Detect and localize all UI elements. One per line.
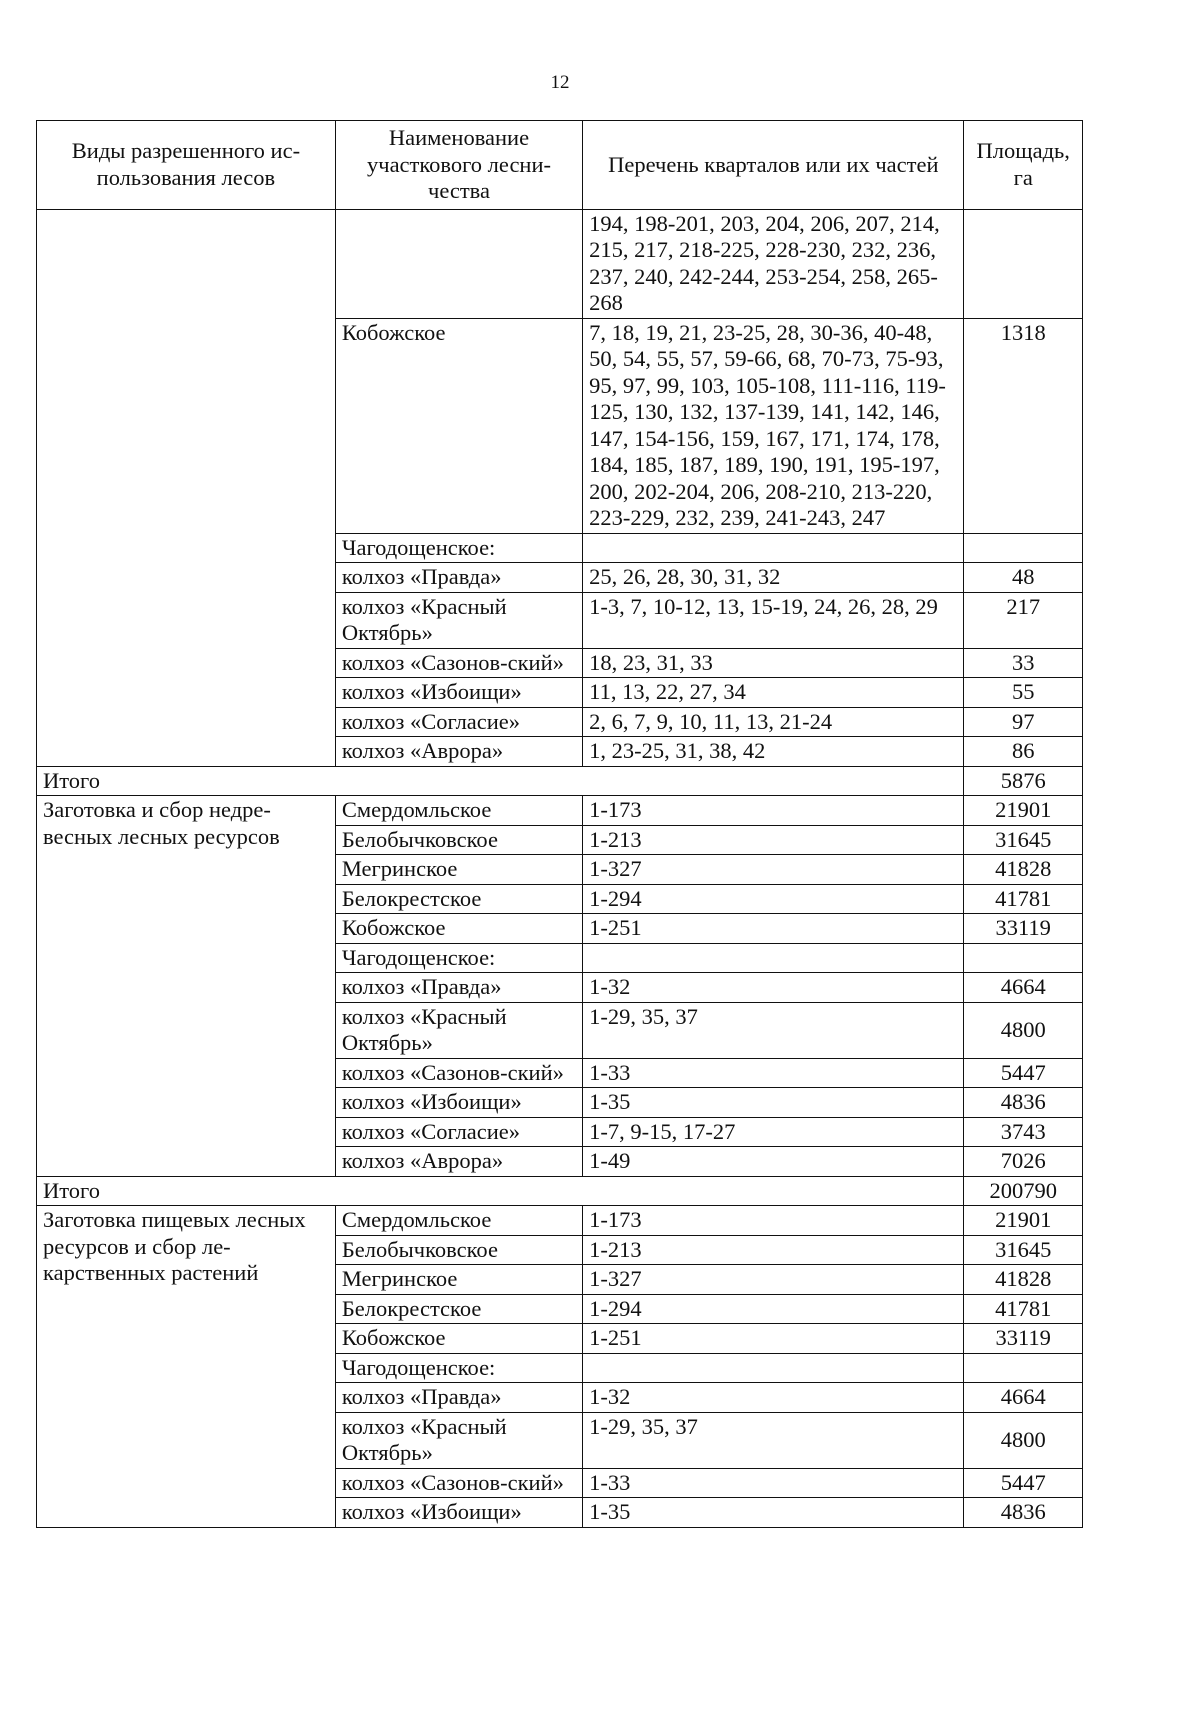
area-cell: 31645 (964, 825, 1083, 855)
quarters-cell: 1-33 (583, 1468, 964, 1498)
area-cell: 7026 (964, 1147, 1083, 1177)
quarters-cell: 1-49 (583, 1147, 964, 1177)
area-cell: 3743 (964, 1117, 1083, 1147)
page-number: 12 (550, 72, 570, 93)
forestry-cell: Кобожское (335, 1324, 582, 1354)
area-cell: 31645 (964, 1235, 1083, 1265)
quarters-cell: 1-3, 7, 10-12, 13, 15-19, 24, 26, 28, 29 (583, 592, 964, 648)
quarters-cell (583, 1353, 964, 1383)
table-row (37, 1206, 1083, 1236)
forestry-cell: колхоз «Согласие» (335, 1117, 582, 1147)
quarters-cell: 1-251 (583, 914, 964, 944)
area-cell: 4664 (964, 973, 1083, 1003)
total-value: 5876 (964, 766, 1083, 796)
forest-use-table (36, 120, 1083, 1528)
header-forestry: Наименование участкового лесни-чества (335, 121, 582, 210)
total-value: 200790 (964, 1176, 1083, 1206)
quarters-cell: 1, 23-25, 31, 38, 42 (583, 737, 964, 767)
forestry-cell: Смердомльское (335, 1206, 582, 1236)
area-cell: 33 (964, 648, 1083, 678)
forestry-cell: Чагодощенское: (335, 943, 582, 973)
quarters-cell: 1-327 (583, 855, 964, 885)
area-cell: 4836 (964, 1088, 1083, 1118)
header-quarters: Перечень кварталов или их частей (583, 121, 964, 210)
area-cell: 33119 (964, 914, 1083, 944)
table-row (37, 209, 1083, 318)
forestry-cell: Кобожское (335, 914, 582, 944)
forestry-cell: колхоз «Правда» (335, 973, 582, 1003)
quarters-cell: 1-213 (583, 825, 964, 855)
forestry-cell: Чагодощенское: (335, 533, 582, 563)
forestry-cell: колхоз «Сазонов-ский» (335, 648, 582, 678)
forestry-cell: колхоз «Красный Октябрь» (335, 1002, 582, 1058)
area-cell (964, 943, 1083, 973)
forestry-cell: Мегринское (335, 1265, 582, 1295)
area-cell: 4664 (964, 1383, 1083, 1413)
total-row (37, 766, 1083, 796)
quarters-cell: 1-173 (583, 1206, 964, 1236)
quarters-cell: 11, 13, 22, 27, 34 (583, 678, 964, 708)
quarters-cell: 1-294 (583, 884, 964, 914)
area-cell: 97 (964, 707, 1083, 737)
area-cell: 55 (964, 678, 1083, 708)
header-area: Площадь, га (964, 121, 1083, 210)
quarters-cell: 1-35 (583, 1498, 964, 1528)
use-type-cell-continued (37, 209, 336, 766)
forestry-cell: колхоз «Сазонов-ский» (335, 1058, 582, 1088)
forestry-cell: колхоз «Избоищи» (335, 1088, 582, 1118)
quarters-cell: 1-33 (583, 1058, 964, 1088)
quarters-cell: 194, 198-201, 203, 204, 206, 207, 214, 215, 217, 218-225, 228-230, 232, 236, 237, 240, 242-244, 253-254, 258, 265-268 (583, 209, 964, 318)
forestry-cell: колхоз «Аврора» (335, 1147, 582, 1177)
quarters-cell: 1-32 (583, 1383, 964, 1413)
forestry-cell: Чагодощенское: (335, 1353, 582, 1383)
total-label: Итого (37, 766, 964, 796)
forestry-cell (335, 209, 582, 318)
forestry-cell: колхоз «Правда» (335, 1383, 582, 1413)
forestry-cell: колхоз «Сазонов-ский» (335, 1468, 582, 1498)
forestry-cell: колхоз «Красный Октябрь» (335, 592, 582, 648)
quarters-cell (583, 533, 964, 563)
area-cell: 86 (964, 737, 1083, 767)
quarters-cell: 1-35 (583, 1088, 964, 1118)
quarters-cell: 2, 6, 7, 9, 10, 11, 13, 21-24 (583, 707, 964, 737)
quarters-cell: 18, 23, 31, 33 (583, 648, 964, 678)
area-cell: 4800 (964, 1002, 1083, 1058)
area-cell: 5447 (964, 1058, 1083, 1088)
forestry-cell: Кобожское (335, 318, 582, 533)
area-cell (964, 209, 1083, 318)
forestry-cell: колхоз «Красный Октябрь» (335, 1412, 582, 1468)
header-use-type: Виды разрешенного ис-пользования лесов (37, 121, 336, 210)
area-cell: 41828 (964, 1265, 1083, 1295)
quarters-cell: 1-213 (583, 1235, 964, 1265)
quarters-cell: 1-327 (583, 1265, 964, 1295)
quarters-cell: 1-294 (583, 1294, 964, 1324)
quarters-cell: 1-251 (583, 1324, 964, 1354)
area-cell: 4800 (964, 1412, 1083, 1468)
area-cell: 21901 (964, 1206, 1083, 1236)
forestry-cell: Мегринское (335, 855, 582, 885)
area-cell: 5447 (964, 1468, 1083, 1498)
area-cell: 41781 (964, 1294, 1083, 1324)
table-header (37, 121, 1083, 210)
quarters-cell: 1-7, 9-15, 17-27 (583, 1117, 964, 1147)
forestry-cell: Белобычковское (335, 1235, 582, 1265)
quarters-cell: 1-29, 35, 37 (583, 1002, 964, 1058)
area-cell: 4836 (964, 1498, 1083, 1528)
forestry-cell: колхоз «Согласие» (335, 707, 582, 737)
forestry-cell: Белокрестское (335, 884, 582, 914)
header-row (37, 121, 1083, 210)
area-cell: 48 (964, 563, 1083, 593)
area-cell: 41781 (964, 884, 1083, 914)
area-cell: 21901 (964, 796, 1083, 826)
forestry-cell: колхоз «Избоищи» (335, 678, 582, 708)
forestry-cell: Белобычковское (335, 825, 582, 855)
forestry-cell: колхоз «Правда» (335, 563, 582, 593)
area-cell: 1318 (964, 318, 1083, 533)
forestry-cell: колхоз «Избоищи» (335, 1498, 582, 1528)
area-cell: 217 (964, 592, 1083, 648)
table-body (37, 209, 1083, 1527)
forestry-cell: колхоз «Аврора» (335, 737, 582, 767)
total-row (37, 1176, 1083, 1206)
quarters-cell: 25, 26, 28, 30, 31, 32 (583, 563, 964, 593)
forestry-cell: Смердомльское (335, 796, 582, 826)
area-cell (964, 533, 1083, 563)
area-cell: 41828 (964, 855, 1083, 885)
total-label: Итого (37, 1176, 964, 1206)
forestry-cell: Белокрестское (335, 1294, 582, 1324)
quarters-cell: 1-29, 35, 37 (583, 1412, 964, 1468)
quarters-cell: 1-173 (583, 796, 964, 826)
use-type-cell: Заготовка и сбор недре-весных лесных ресурсов (37, 796, 336, 1177)
quarters-cell: 1-32 (583, 973, 964, 1003)
use-type-cell: Заготовка пищевых лесных ресурсов и сбор ле-карственных растений (37, 1206, 336, 1528)
area-cell (964, 1353, 1083, 1383)
quarters-cell (583, 943, 964, 973)
area-cell: 33119 (964, 1324, 1083, 1354)
table-row (37, 796, 1083, 826)
quarters-cell: 7, 18, 19, 21, 23-25, 28, 30-36, 40-48, 50, 54, 55, 57, 59-66, 68, 70-73, 75-93, 95, 97, 99, 103, 105-108, 111-116, 119-125, 130, 132, 137-139, 141, 142, 146, 147, 154-156, 159, 167, 171, 174, 178, 184, 185, 187, 189, 190, 191, 195-197, 200, 202-204, 206, 208-210, 213-220, 223-229, 232, 239, 241-243, 247 (583, 318, 964, 533)
